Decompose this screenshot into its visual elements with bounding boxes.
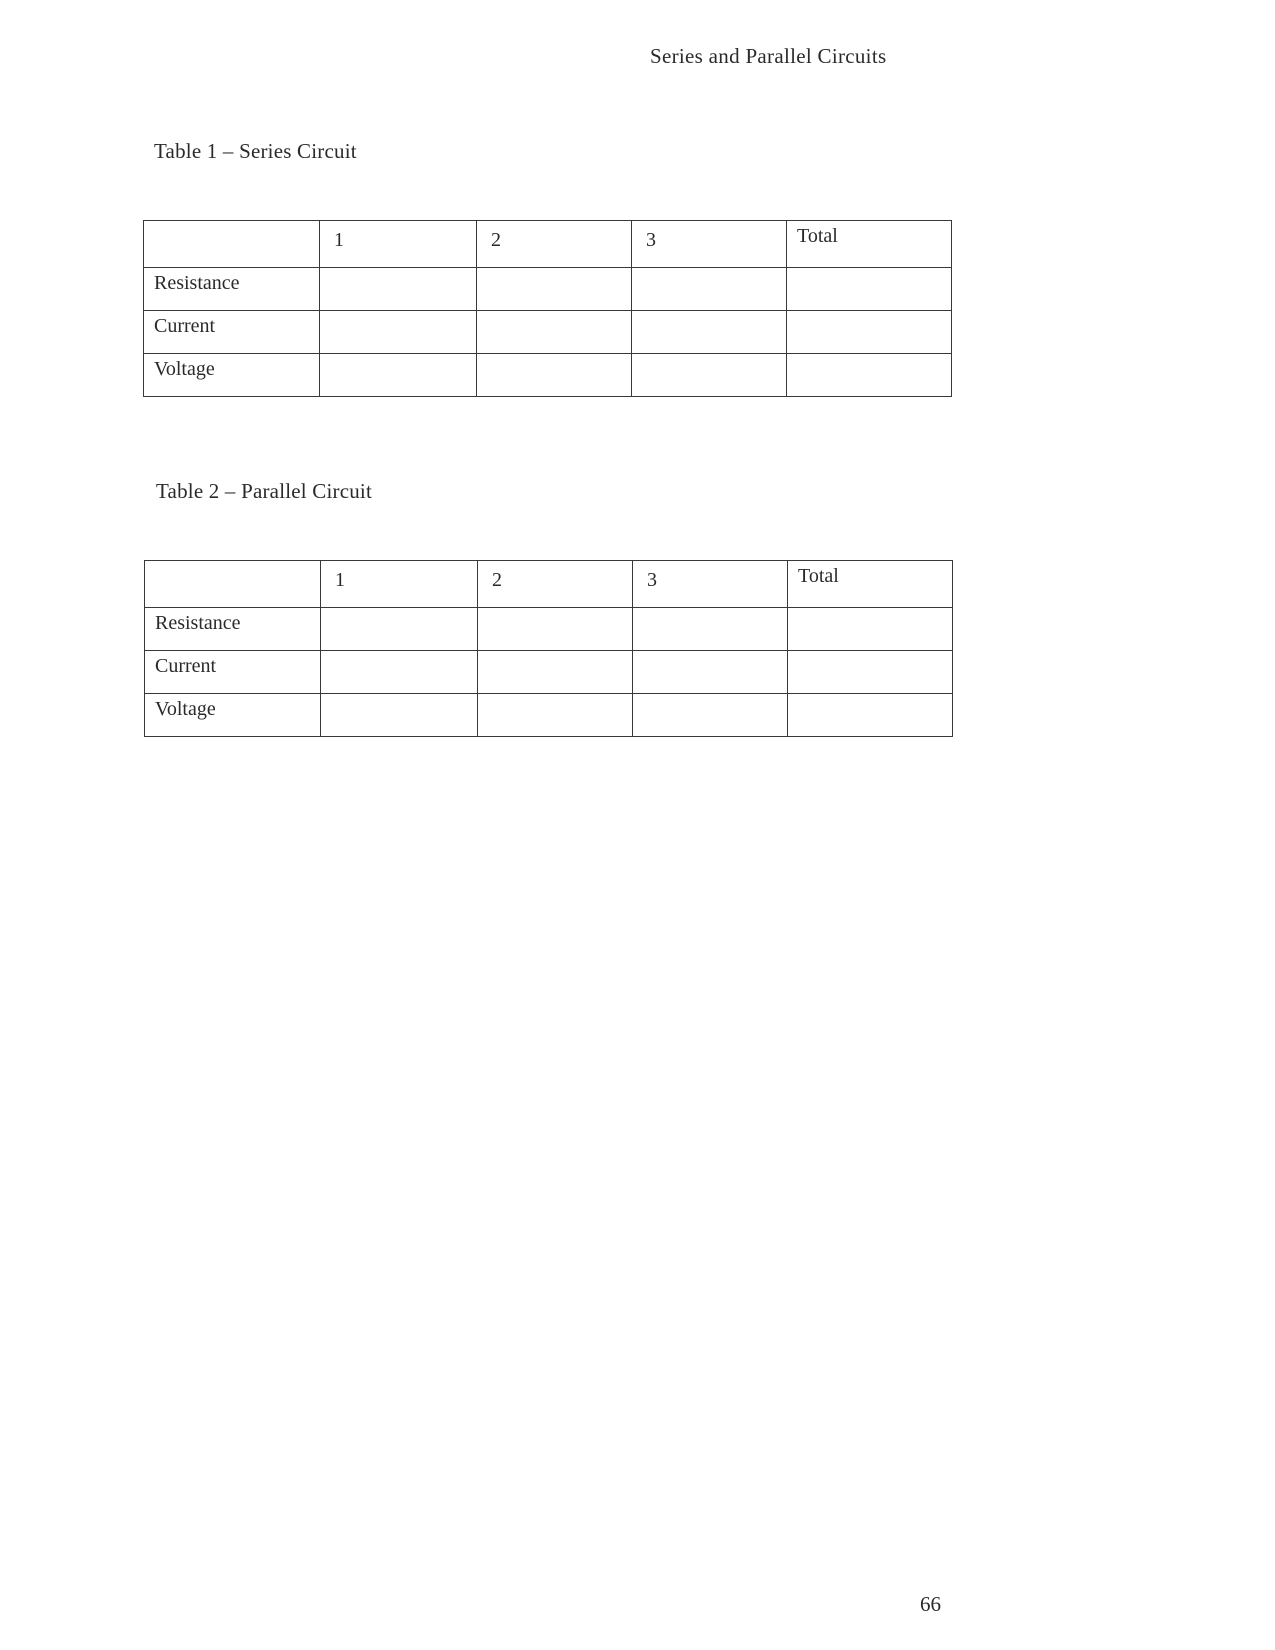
parallel-circuit-table <box>144 560 953 737</box>
row-label-voltage: Voltage <box>144 354 320 397</box>
table-cell <box>320 311 477 354</box>
column-header-1: 1 <box>320 221 477 268</box>
column-header-3: 3 <box>633 561 788 608</box>
row-label-current: Current <box>145 651 321 694</box>
table-row-current <box>145 651 953 694</box>
series-circuit-table <box>143 220 952 397</box>
column-header-2: 2 <box>477 221 632 268</box>
table-2-caption: Table 2 – Parallel Circuit <box>156 479 372 503</box>
table-cell <box>632 311 787 354</box>
table-cell <box>477 268 632 311</box>
table-row-voltage <box>144 354 952 397</box>
page-number: 66 <box>920 1592 941 1616</box>
table-cell <box>633 651 788 694</box>
table-cell <box>320 268 477 311</box>
table-cell <box>632 354 787 397</box>
column-header-total: Total <box>788 561 953 608</box>
table-cell <box>633 694 788 737</box>
table-row-voltage <box>145 694 953 737</box>
table-cell <box>321 608 478 651</box>
table-cell <box>788 608 953 651</box>
table-cell <box>788 694 953 737</box>
row-label-voltage: Voltage <box>145 694 321 737</box>
table-cell <box>788 651 953 694</box>
column-header-1: 1 <box>321 561 478 608</box>
table-cell <box>478 694 633 737</box>
table-cell <box>787 268 952 311</box>
table-cell <box>320 354 477 397</box>
table-1-caption: Table 1 – Series Circuit <box>154 139 357 163</box>
table-cell <box>477 311 632 354</box>
table-cell <box>632 268 787 311</box>
table-cell <box>321 694 478 737</box>
table-row-current <box>144 311 952 354</box>
row-label-resistance: Resistance <box>145 608 321 651</box>
running-header-title: Series and Parallel Circuits <box>650 44 887 68</box>
table-cell <box>478 651 633 694</box>
column-header-total: Total <box>787 221 952 268</box>
table-cell <box>633 608 788 651</box>
table-cell <box>478 608 633 651</box>
table-header-row <box>144 221 952 268</box>
table-cell <box>321 651 478 694</box>
row-label-resistance: Resistance <box>144 268 320 311</box>
table-cell <box>787 354 952 397</box>
table-cell <box>787 311 952 354</box>
column-header-2: 2 <box>478 561 633 608</box>
table-cell <box>477 354 632 397</box>
corner-cell <box>144 221 320 268</box>
column-header-3: 3 <box>632 221 787 268</box>
corner-cell <box>145 561 321 608</box>
table-row-resistance <box>144 268 952 311</box>
table-header-row <box>145 561 953 608</box>
table-row-resistance <box>145 608 953 651</box>
row-label-current: Current <box>144 311 320 354</box>
